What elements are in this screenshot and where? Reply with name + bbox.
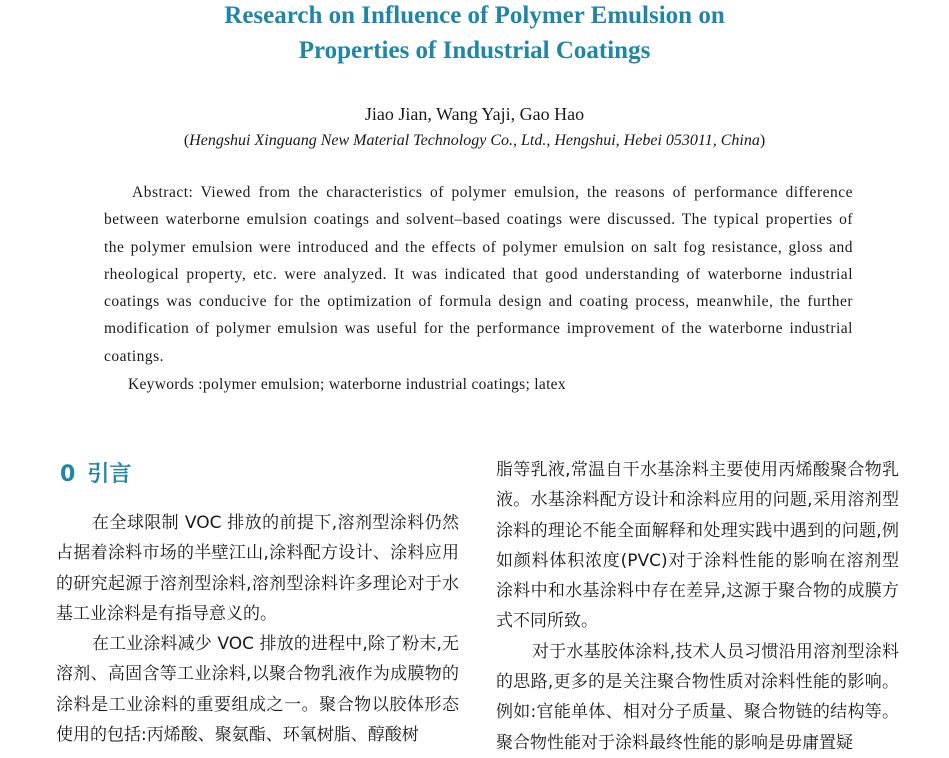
left-paragraph-2: 在工业涂料减少 VOC 排放的进程中,除了粉末,无溶剂、高固含等工业涂料,以聚合物乳液作为成膜物的涂料是工业涂料的重要组成之一。聚合物以胶体形态使用的包括:丙烯酸、聚氨酯、环氧树脂、醇酸树 [56,634,459,746]
left-paragraph-1: 在全球限制 VOC 排放的前提下,溶剂型涂料仍然占据着涂料市场的半壁江山,涂料配方设计、涂料应用的研究起源于溶剂型涂料,溶剂型涂料许多理论对于水基工业涂料是有指导意义的。 [56,513,459,624]
title-line-1: Research on Influence of Polymer Emulsion on [224,2,725,29]
affiliation-open-paren: ( [183,132,190,149]
right-column [496,455,899,758]
section-title: 引言 [87,462,132,487]
author-list: Jiao Jian, Wang Yaji, Gao Hao [364,104,585,124]
section-heading [60,459,131,491]
title-line-2: Properties of Industrial Coatings [298,37,651,64]
keywords: Keywords :polymer emulsion; waterborne industrial coatings; latex [128,376,566,393]
abstract: Abstract: Viewed from the characteristics of polymer emulsion, the reasons of performance difference between waterborne emulsion coatings and solvent–based coatings were discussed. The typical properties of the polymer emulsion were introduced and the effects of polymer emulsion on salt fog resistance, gloss and rheological property, etc. were analyzed. It was indicated that good understanding of waterborne industrial coatings was conducive for the optimization of formula design and coating process, meanwhile, the further modification of polymer emulsion was useful for the performance improvement of the waterborne industrial coatings. [104,184,853,365]
affiliation-text: Hengshui Xinguang New Material Technology Co., Ltd., Hengshui, Hebei 053011, China [189,132,760,149]
left-column [56,508,459,750]
right-paragraph-2: 对于水基胶体涂料,技术人员习惯沿用溶剂型涂料的思路,更多的是关注聚合物性质对涂料性能的影响。例如:官能单体、相对分子质量、聚合物链的结构等。聚合物性能对于涂料最终性能的影响是毋庸置疑 [496,641,899,753]
section-number: 0 [60,462,76,487]
affiliation [0,128,949,154]
affiliation-close-paren: ) [759,132,766,149]
right-paragraph-1: 脂等乳液,常温自干水基涂料主要使用丙烯酸聚合物乳液。水基涂料配方设计和涂料应用的问题,采用溶剂型涂料的理论不能全面解释和处理实践中遇到的问题,例如颜料体积浓度(PVC)对于涂料性能的影响在溶剂型涂料中和水基涂料中存在差异,这源于聚合物的成膜方式不同所致。 [496,460,899,632]
